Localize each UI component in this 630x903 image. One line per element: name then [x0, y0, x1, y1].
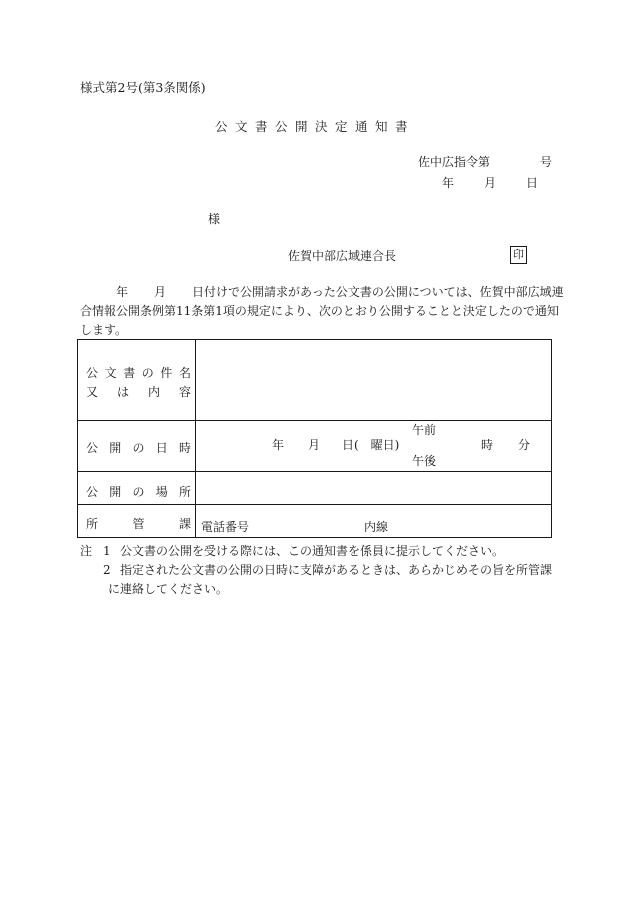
label-char: 所: [86, 517, 99, 531]
addressee: 様: [208, 212, 221, 226]
issuer-name: 佐賀中部広域連合長: [288, 249, 397, 263]
label-char: 書: [123, 366, 136, 380]
datetime-am: 午前: [412, 423, 437, 437]
document-date: [442, 177, 538, 189]
department-extension-label: 内線: [364, 520, 389, 534]
note-2-text-line-2: に連絡してください。: [108, 582, 229, 596]
place-label: [86, 483, 191, 500]
label-char: 容: [178, 385, 191, 399]
body-line1-rest: 日付けで公開請求があった公文書の公開については、佐賀中部広域連: [192, 285, 564, 299]
datetime-hour: 時: [481, 438, 494, 452]
note-2-text-line-1: 指定された公文書の公開の日時に支障があるときは、あらかじめその旨を所管課: [120, 563, 553, 577]
note-1-number: 1: [103, 544, 111, 558]
label-char: 件: [160, 366, 173, 380]
note-1-text: 公文書の公開を受ける際には、この通知書を係員に提示してください。: [120, 544, 505, 558]
label-char: 又: [86, 385, 99, 399]
label-char: 内: [147, 385, 160, 399]
notice-body-line-1: [80, 283, 564, 302]
document-number-prefix: 佐中広指令第: [418, 155, 491, 169]
department-phone-label: 電話番号: [201, 520, 250, 534]
table-row-place: [78, 472, 551, 505]
date-day: 日: [526, 176, 539, 190]
label-char: の: [132, 485, 145, 499]
datetime-label-cell: [78, 421, 196, 471]
form-number-label: 様式第2号(第3条関係): [80, 80, 206, 95]
label-char: 文: [104, 366, 117, 380]
place-label-cell: [78, 472, 196, 504]
notice-body-line-3: します。: [80, 323, 128, 337]
label-char: 日: [155, 441, 168, 455]
subject-label-cell: [78, 340, 196, 420]
document-title: 公文書公開決定通知書: [214, 119, 415, 134]
datetime-pm: 午後: [412, 454, 437, 468]
date-month: 月: [484, 176, 497, 190]
label-char: の: [132, 441, 145, 455]
label-char: 場: [155, 485, 168, 499]
label-char: 公: [86, 441, 99, 455]
document-number-suffix: 号: [540, 155, 553, 169]
label-char: 開: [109, 485, 122, 499]
date-year: 年: [442, 176, 455, 190]
label-char: 公: [86, 485, 99, 499]
label-char: の: [141, 366, 154, 380]
subject-label-line-2: [86, 383, 191, 400]
body-year: 年: [116, 285, 129, 299]
notice-body: [80, 283, 564, 340]
note-2-number: 2: [103, 563, 111, 577]
subject-label-line-1: [86, 364, 191, 381]
seal-mark: 印: [510, 246, 527, 264]
disclosure-table: [77, 339, 552, 538]
datetime-year: 年: [272, 438, 285, 452]
table-row-subject: [78, 340, 551, 421]
label-char: 時: [178, 441, 191, 455]
datetime-month: 月: [308, 438, 321, 452]
datetime-day-weekday: 日( 曜日): [342, 438, 400, 452]
datetime-label: [86, 439, 191, 456]
table-row-datetime: [78, 421, 551, 472]
label-char: は: [116, 385, 129, 399]
body-month: 月: [154, 285, 167, 299]
document-number: [418, 156, 552, 168]
label-char: 所: [178, 485, 191, 499]
datetime-minute: 分: [518, 438, 531, 452]
table-row-department: [78, 505, 551, 537]
department-label-cell: [78, 505, 196, 537]
notice-body-line-2: 合情報公開条例第11条第1項の規定により、次のとおり公開することと決定したので通知: [80, 304, 559, 318]
label-char: 課: [178, 517, 191, 531]
label-char: 名: [178, 366, 191, 380]
label-char: 公: [86, 366, 99, 380]
label-char: 管: [132, 517, 145, 531]
label-char: 開: [109, 441, 122, 455]
notes-prefix: 注: [80, 544, 93, 558]
department-label: [86, 515, 191, 532]
